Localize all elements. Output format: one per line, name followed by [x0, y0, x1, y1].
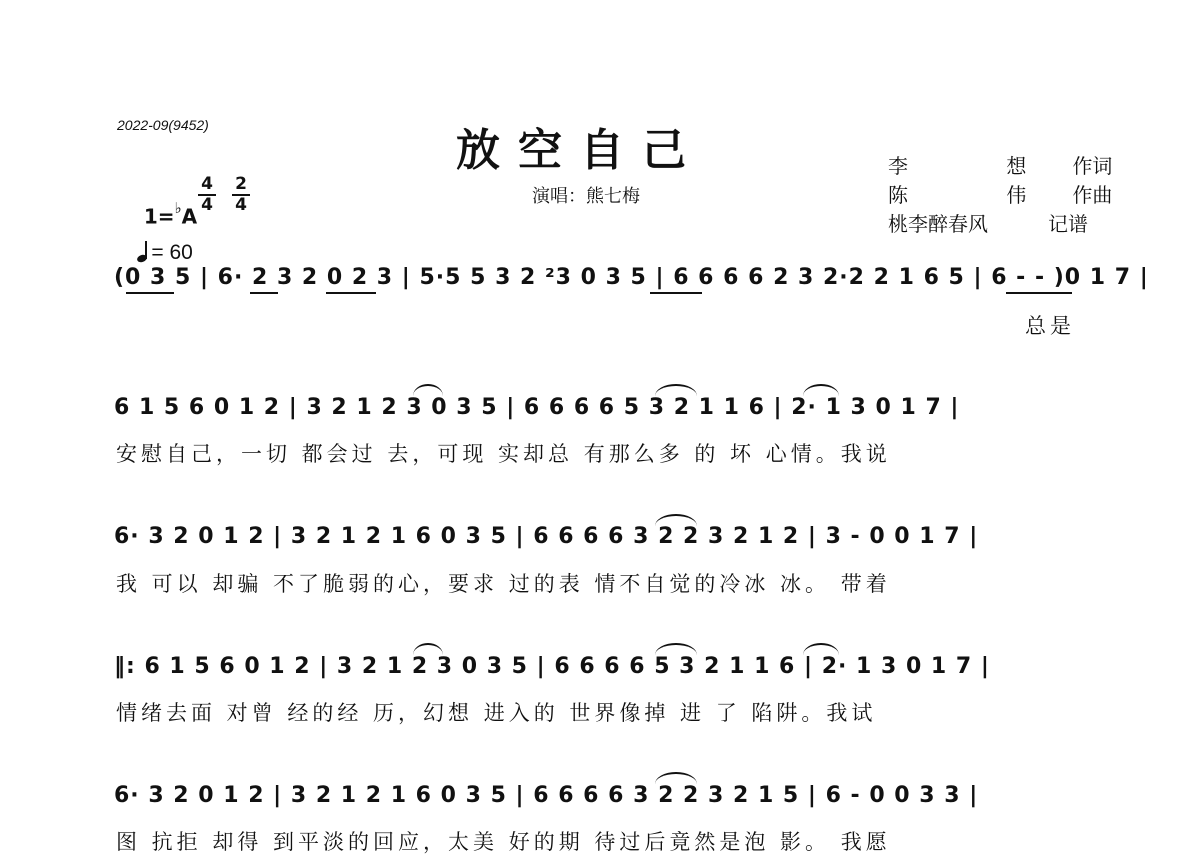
time-top: 2	[235, 174, 247, 194]
score-code: 2022-09(9452)	[117, 117, 209, 133]
lyrics-line-3: 我 可以 却骗 不了脆弱的心，要求 过的表 情不自觉的冷冰 冰。 带着	[116, 572, 891, 596]
notation-line-4: ‖: 6 1 5 6 0 1 2 | 3 2 1 2 3 0 3 5 | 6 6 6 6 5 3 2 1 1 6 | 2· 1 3 0 1 7 |	[114, 654, 990, 679]
time-signature-2-4	[231, 176, 251, 214]
transcriber-name: 桃李醉春风	[888, 212, 988, 236]
key-prefix: 1=	[143, 204, 175, 229]
notation-line-1: (0 3 5 | 6· 2 3 2 0 2 3 | 5·5 5 3 2 ²3 0 3 5 | 6 6 6 6 2 3 2·2 2 1 6 5 | 6 - - )0 1 7 |	[114, 265, 1149, 290]
beam	[326, 292, 376, 294]
beam	[1006, 292, 1072, 294]
singer-credit: 演唱：熊七梅	[532, 186, 640, 207]
lyrics-line-4: 情绪去面 对曾 经的经 历，幻想 进入的 世界像掉 进 了 陷阱。我试	[116, 701, 877, 725]
key-note: A	[181, 204, 198, 229]
time-top: 4	[201, 174, 213, 194]
composer-name: 陈 伟	[888, 183, 1073, 207]
transcriber-row	[888, 210, 1088, 239]
slur	[413, 384, 443, 396]
lyricist-role: 作词	[1072, 154, 1113, 178]
slur	[655, 384, 697, 396]
time-signature-4-4	[197, 176, 217, 214]
slur	[655, 643, 697, 655]
notation-line-3: 6· 3 2 0 1 2 | 3 2 1 2 1 6 0 3 5 | 6 6 6 6 3 2 2 3 2 1 2 | 3 - 0 0 1 7 |	[114, 524, 979, 549]
quarter-note-icon	[137, 240, 151, 262]
lyrics-line-5: 图 抗拒 却得 到平淡的回应，太美 好的期 待过后竟然是泡 影。 我愿	[116, 830, 891, 854]
flat-sign: ♭	[174, 199, 182, 217]
credits-block	[888, 152, 1113, 242]
slur	[803, 384, 839, 396]
lyrics-line-1: 总是	[1025, 314, 1075, 338]
composer-row	[888, 181, 1113, 210]
composer-role: 作曲	[1072, 183, 1113, 207]
tempo-value: = 60	[151, 241, 193, 264]
notation-line-2: 6 1 5 6 0 1 2 | 3 2 1 2 3 0 3 5 | 6 6 6 6 5 3 2 1 1 6 | 2· 1 3 0 1 7 |	[114, 395, 960, 420]
time-bottom: 4	[201, 195, 213, 215]
beam	[650, 292, 702, 294]
transcriber-role: 记谱	[1048, 212, 1088, 236]
beam	[126, 292, 174, 294]
lyrics-line-2: 安慰自己，一切 都会过 去，可现 实却总 有那么多 的 坏 心情。我说	[116, 442, 891, 466]
notation-line-5: 6· 3 2 0 1 2 | 3 2 1 2 1 6 0 3 5 | 6 6 6 6 3 2 2 3 2 1 5 | 6 - 0 0 3 3 |	[114, 783, 979, 808]
slur	[413, 643, 443, 655]
beam	[250, 292, 278, 294]
lyricist-row	[888, 152, 1113, 181]
slur	[655, 514, 697, 526]
slur	[803, 643, 839, 655]
slur	[655, 772, 697, 784]
time-bottom: 4	[235, 195, 247, 215]
lyricist-name: 李 想	[888, 154, 1073, 178]
song-title: 放空自己	[456, 125, 704, 176]
